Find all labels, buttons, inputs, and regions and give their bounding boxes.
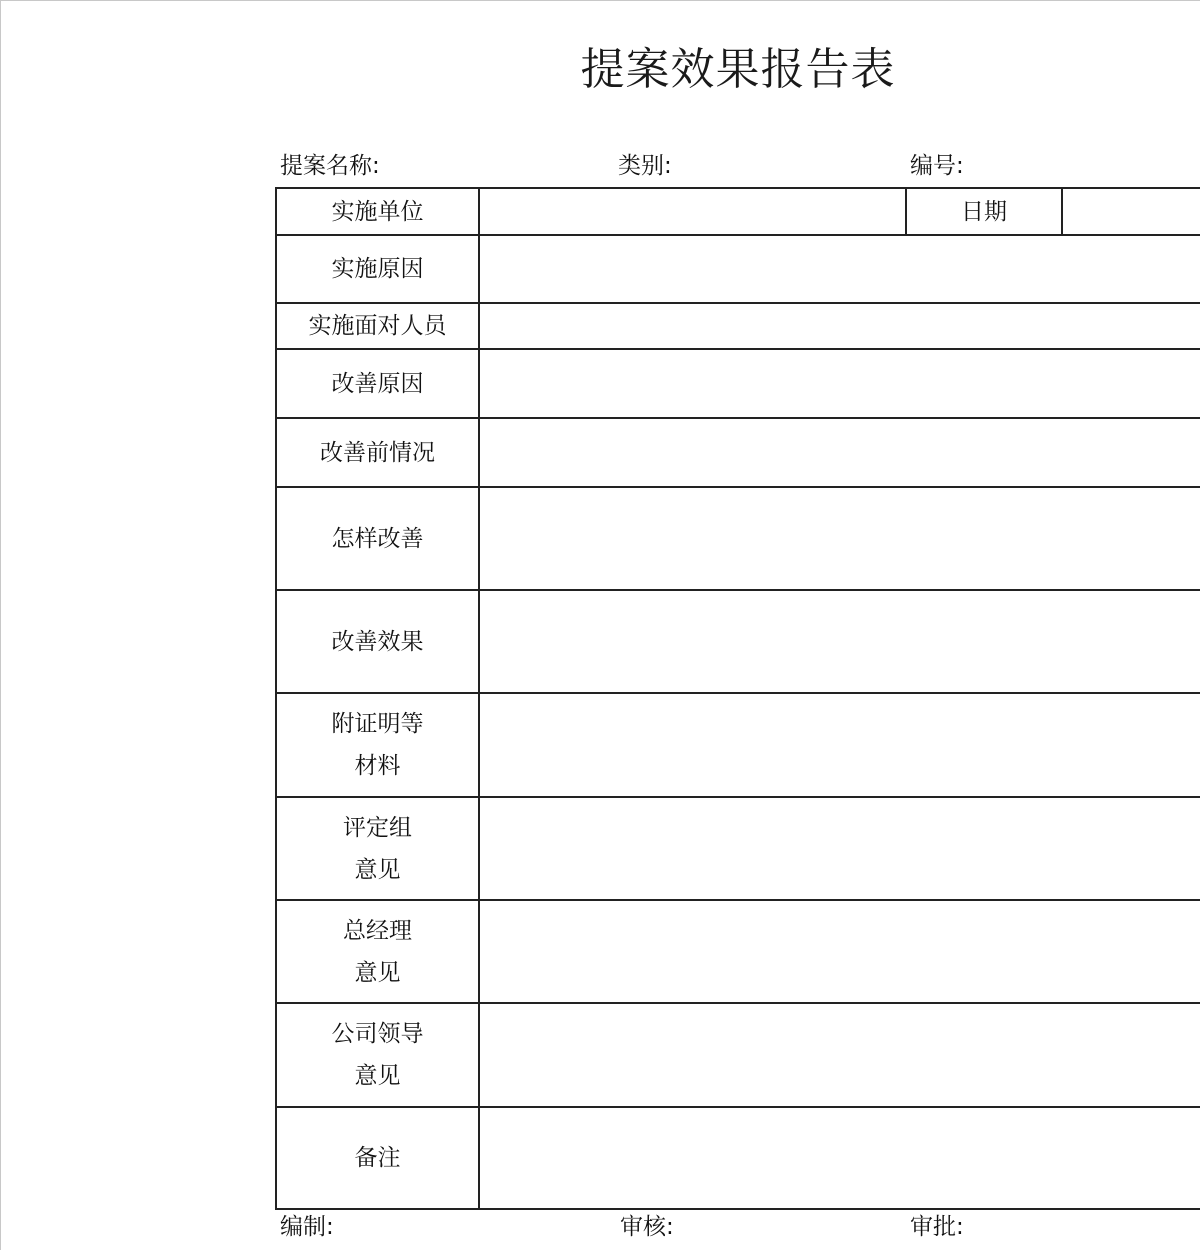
table-row (276, 188, 1200, 235)
number-field (910, 150, 1091, 182)
table-row (276, 1107, 1200, 1209)
row-label-line: 怎样改善 (331, 525, 424, 552)
improvement-effect-value[interactable] (479, 590, 1200, 693)
row-label (276, 1003, 479, 1107)
row-label-line: 总经理 (343, 917, 412, 944)
proposal-name-label: 提案名称: (280, 153, 380, 179)
row-label-line: 公司领导 (331, 1021, 424, 1047)
form-title: 提案效果报告表 (580, 44, 896, 95)
row-label (276, 797, 479, 900)
table-row (276, 487, 1200, 590)
approved-by-field (910, 1211, 1091, 1243)
row-label (276, 349, 479, 418)
improvement-reason-value[interactable] (479, 349, 1200, 418)
implementing-unit-label: 实施单位 (276, 188, 479, 235)
prepared-by-field (280, 1211, 461, 1243)
row-label (276, 900, 479, 1003)
row-label-line: 改善效果 (331, 628, 424, 655)
row-label (276, 590, 479, 693)
pre-improvement-status-value[interactable] (479, 418, 1200, 487)
row-label-line: 改善前情况 (320, 439, 435, 466)
general-manager-opinion-value[interactable] (479, 900, 1200, 1003)
reviewed-by-field (620, 1211, 801, 1243)
row-label (276, 693, 479, 797)
table-row (276, 900, 1200, 1003)
table-row (276, 303, 1200, 349)
category-label: 类别: (618, 153, 672, 179)
table-row (276, 693, 1200, 797)
approved-by-label: 审批: (910, 1214, 964, 1240)
target-personnel-value[interactable] (479, 303, 1200, 349)
date-label: 日期 (906, 188, 1062, 235)
table-row (276, 349, 1200, 418)
proposal-name-field (280, 150, 507, 182)
row-label-line: 材料 (354, 753, 401, 779)
remarks-value[interactable] (479, 1107, 1200, 1209)
supporting-materials-value[interactable] (479, 693, 1200, 797)
row-label-line: 实施面对人员 (308, 313, 447, 339)
row-label-line: 评定组 (343, 814, 412, 841)
implementing-unit-value[interactable] (479, 188, 906, 235)
row-label-line: 意见 (354, 1063, 401, 1089)
reviewed-by-label: 审核: (620, 1214, 674, 1240)
row-label-line: 意见 (354, 856, 401, 883)
implementation-reason-value[interactable] (479, 235, 1200, 303)
row-label (276, 487, 479, 590)
prepared-by-label: 编制: (280, 1214, 334, 1240)
row-label (276, 303, 479, 349)
company-leader-opinion-value[interactable] (479, 1003, 1200, 1107)
table-row (276, 418, 1200, 487)
table-row (276, 590, 1200, 693)
row-label-line: 备注 (354, 1145, 401, 1171)
row-label (276, 235, 479, 303)
row-label (276, 1107, 479, 1209)
date-value[interactable] (1062, 188, 1200, 235)
row-label-line: 意见 (354, 959, 401, 986)
table-row (276, 1003, 1200, 1107)
row-label-line: 附证明等 (331, 711, 424, 737)
category-field (618, 150, 799, 182)
number-label: 编号: (910, 153, 964, 179)
how-to-improve-value[interactable] (479, 487, 1200, 590)
row-label (276, 418, 479, 487)
row-label-line: 改善原因 (331, 370, 424, 397)
table-row (276, 797, 1200, 900)
evaluation-team-opinion-value[interactable] (479, 797, 1200, 900)
report-table (275, 187, 1200, 1210)
row-label-line: 实施原因 (331, 256, 424, 282)
table-row (276, 235, 1200, 303)
